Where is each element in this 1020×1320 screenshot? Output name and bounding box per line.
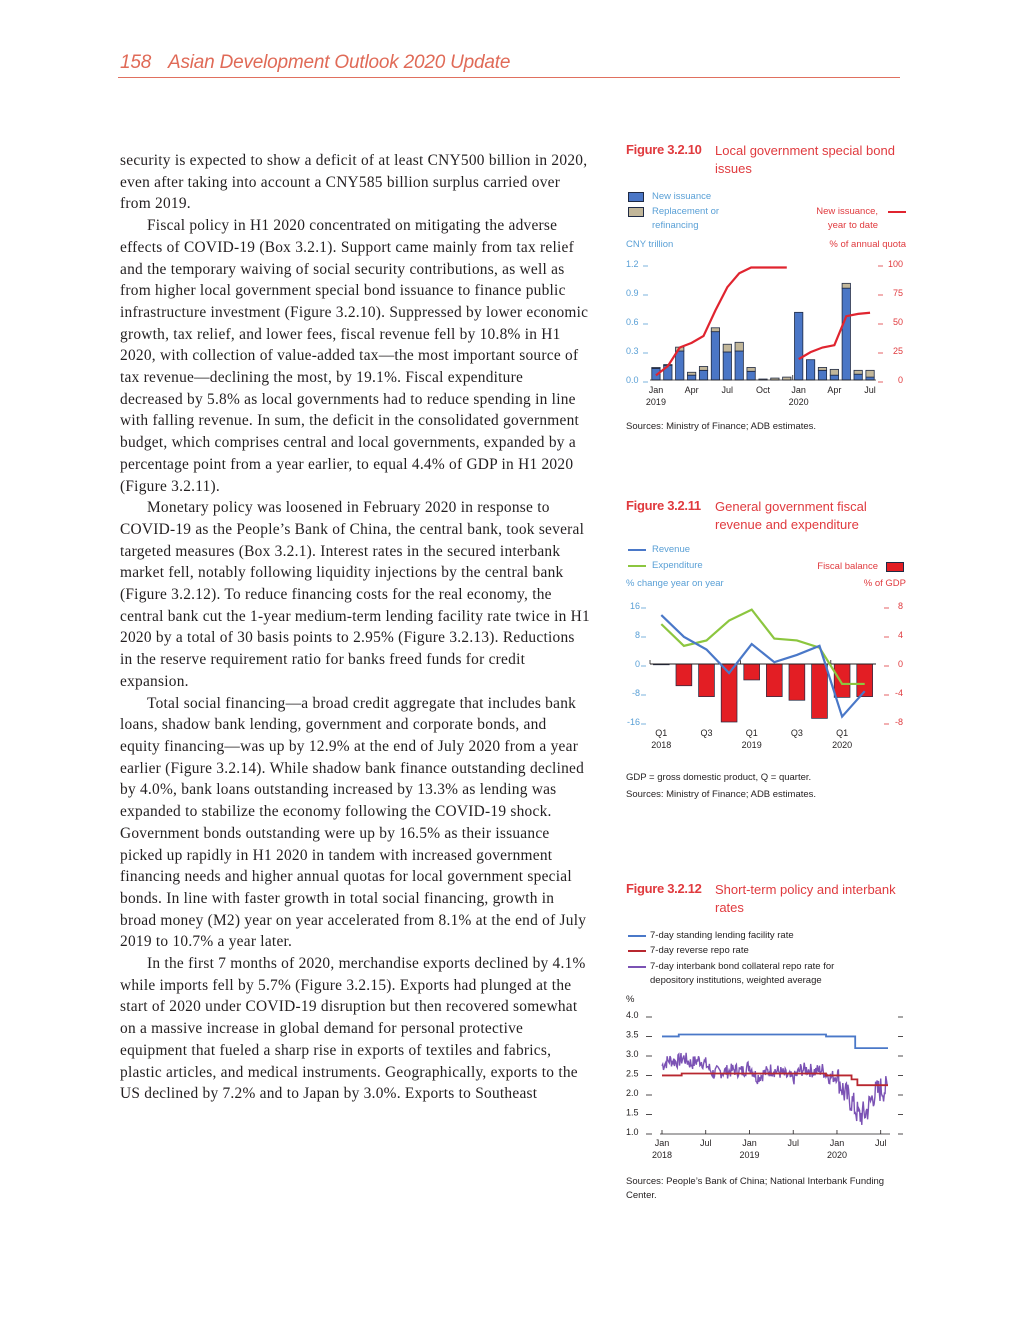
y-tick-label: 4.0: [626, 1010, 639, 1020]
y-axis-unit: %: [626, 994, 635, 1005]
legend-swatch: [628, 966, 646, 968]
figure-source: Sources: Ministry of Finance; ADB estimates.: [626, 421, 817, 432]
figure-source: Sources: People’s Bank of China; National Interbank Funding Center.: [626, 1176, 885, 1201]
bar-fiscal-balance: [766, 664, 782, 697]
legend-swatch: [628, 565, 646, 567]
bar-new-issuance: [830, 375, 838, 380]
bar-new-issuance: [747, 371, 755, 380]
x-tick-label: Q1: [836, 728, 849, 738]
chart-3-2-11: [626, 594, 906, 764]
x-tick-label: Jul: [874, 1138, 887, 1148]
bar-replacement: [830, 369, 838, 375]
bar-replacement: [687, 372, 695, 375]
y-tick-label-right: 50: [892, 317, 903, 327]
bar-replacement: [723, 344, 731, 352]
y-tick-label-left: 16: [629, 601, 640, 611]
x-tick-label: Apr: [827, 385, 842, 395]
y-tick-label-left: 0.9: [626, 288, 639, 298]
line-standing-lending-facility-rate: [662, 1035, 888, 1049]
bar-fiscal-balance: [699, 664, 715, 697]
publication-title: Asian Development Outlook 2020 Update: [168, 52, 511, 73]
x-tick-label: Apr: [684, 385, 699, 395]
figure-3-2-12: Figure 3.2.12 Short-term policy and interbank rates 7-day standing lending facility rate 7-day reverse repo rate 7-day interbank bond collateral repo rate for depository institutions, weighted average % 1.0 1.5 2.0 2.5 3.0 3.5 4.0 Jan 2018 Jul Jan 2019 Jul Jan 2020 Jul Sources: People’s Bank of China; National Interbank Funding Center.: [626, 881, 906, 1211]
y-tick-label-left: -8: [631, 688, 640, 698]
x-tick-label: Oct: [755, 385, 771, 395]
legend-swatch: [886, 562, 904, 572]
bar-replacement: [699, 366, 707, 370]
legend-swatch: [628, 207, 644, 217]
figure-caption: Short-term policy and interbank rates: [715, 882, 896, 915]
x-tick-year: 2018: [651, 1150, 673, 1160]
x-tick-year: 2020: [788, 397, 809, 407]
bar-new-issuance: [806, 360, 814, 380]
right-axis-unit: % of GDP: [863, 578, 906, 589]
paragraph: In the first 7 months of 2020, merchandise exports declined by 4.1% while imports fell by 5.7% (Figure 3.2.15). Exports had plunged at the start of 2020 under COVID-19 disruption but then recovered somewhat on a massive increase in global demand for personal protective equipment that fueled a sharp rise in exports of textiles and fabrics, plastic articles, and medical instruments. Geographically, exports to the US declined by 7.2% and to Japan by 3.0%. Exports to Southeast: [120, 955, 586, 1103]
y-tick-label-right: 0: [897, 659, 903, 669]
page-number: 158: [120, 52, 152, 73]
left-axis-unit: CNY trillion: [626, 239, 674, 250]
figure-caption: General government fiscal revenue and expenditure: [715, 499, 867, 532]
bar-replacement: [866, 370, 874, 377]
x-tick-label: Jul: [721, 385, 734, 395]
bar-replacement: [854, 370, 862, 374]
legend-swatch: [628, 549, 646, 551]
bar-replacement: [818, 367, 826, 370]
line-interbank-repo-rate: [662, 1053, 887, 1125]
x-tick-label: Jan: [742, 1138, 757, 1148]
x-tick-year: 2018: [651, 740, 672, 750]
x-tick-label: Jan: [648, 385, 664, 395]
y-tick-label-left: 0: [634, 659, 640, 669]
y-tick-label: 3.5: [626, 1029, 639, 1040]
x-tick-label: Q1: [745, 728, 758, 738]
bar-new-issuance: [676, 351, 684, 380]
bar-new-issuance: [699, 370, 707, 380]
y-tick-label-right: 100: [887, 259, 903, 269]
bar-replacement: [652, 367, 660, 368]
chart-3-2-10: [626, 252, 906, 412]
figure-number: Figure 3.2.12: [626, 881, 702, 896]
bar-new-issuance: [735, 351, 743, 380]
paragraph: Total social financing—a broad credit aggregate that includes bank loans, shadow bank lending, government and corporate bonds, and equity financing—was up by 12.9% at the end of July 2020 from a year earlier (Figure 3.2.14). While shadow bank finance outstanding declined by 4.0%, bank loans outstanding increased by 13.3% as lending was expanded to stabilize the economy following the COVID-19 shock. Government bonds outstanding were up by 16.5% as their issuance picked up rapidly in H1 2020 in tandem with increased government financing needs and higher annual quotas for local government special bonds. In line with faster growth in total social financing, growth in broad money (M2) year on year accelerated from 8.1% at the end of July 2019 to 10.7% a year later.: [120, 694, 587, 951]
x-tick-label: Jul: [699, 1138, 712, 1148]
figure-number: Figure 3.2.10: [626, 142, 702, 157]
legend-swatch: [628, 192, 644, 202]
left-axis-unit: % change year on year: [626, 578, 724, 589]
y-tick-label-right: -8: [894, 717, 903, 727]
x-tick-year: 2020: [826, 1150, 847, 1160]
y-tick-label-left: 8: [634, 630, 640, 640]
x-tick-label: Jan: [829, 1138, 845, 1148]
bar-new-issuance: [687, 375, 695, 380]
y-tick-label-right: 25: [892, 346, 903, 356]
x-tick-label: Q3: [700, 728, 713, 738]
bar-replacement: [747, 367, 755, 371]
bar-new-issuance: [711, 332, 719, 380]
y-tick-label-left: 0.0: [626, 375, 639, 385]
x-tick-year: 2019: [741, 740, 762, 750]
bar-fiscal-balance: [834, 664, 850, 697]
figure-source: Sources: Ministry of Finance; ADB estimates.: [626, 789, 817, 800]
figure-title: [626, 498, 906, 538]
y-tick-label-left: -16: [626, 717, 640, 727]
line-new-issuance-ytd: [799, 313, 870, 359]
x-tick-year: 2019: [739, 1150, 760, 1160]
figure-number: Figure 3.2.11: [626, 498, 701, 513]
bar-replacement: [783, 377, 791, 380]
paragraph: Monetary policy was loosened in February 2020 in response to COVID-19 as the People’s Bank of China, the central bank, took several targeted measures (Box 3.2.1). Interest rates in the secured interbank market fell, notably following liquidity injections by the central bank (Figure 3.2.12). To reduce financing costs for the real economy, the central bank cut the 1-year medium-term lending facility rate twice in H1 2020 by a total of 30 basis points to 2.95% (Figure 3.2.13). Reductions in the reserve requirement ratio for banks freed funds for credit expansion.: [120, 499, 590, 690]
bar-replacement: [842, 283, 850, 288]
y-tick-label-left: 1.2: [626, 259, 639, 269]
bar-new-issuance: [866, 377, 874, 380]
right-axis-unit: % of annual quota: [829, 239, 906, 250]
legend-swatch: [888, 211, 906, 213]
figure-title: [626, 881, 906, 921]
figure-3-2-11: Figure 3.2.11 General government fiscal revenue and expenditure Revenue Expenditure Fiscal balance % change year on year % of GDP 16 8 0 -8 -16 8 4 0 -4 -8 Q1 2018 Q3 Q1 2019 Q3 Q1 2020 GDP = gross domestic product, Q = quarter. Sources: Ministry of Finance; ADB estimates.: [626, 498, 906, 800]
y-tick-label-right: 0: [897, 375, 903, 385]
bar-new-issuance: [818, 370, 826, 380]
x-tick-label: Jan: [654, 1138, 670, 1148]
x-tick-label: Q1: [655, 728, 668, 738]
bar-new-issuance: [854, 374, 862, 380]
legend-swatch: [628, 950, 646, 952]
y-tick-label-left: 0.3: [626, 346, 639, 356]
bar-new-issuance: [795, 312, 803, 380]
bar-replacement: [711, 328, 719, 332]
figure-caption: Local government special bond issues: [715, 143, 895, 176]
x-tick-label: Jan: [791, 385, 806, 395]
bar-new-issuance: [723, 352, 731, 380]
legend-swatch: [628, 935, 646, 937]
x-tick-year: 2019: [645, 397, 666, 407]
figure-title: [626, 142, 906, 182]
body-text: [120, 150, 590, 1105]
x-tick-label: Jul: [787, 1138, 799, 1148]
bar-new-issuance: [842, 288, 850, 380]
chart-3-2-12: [626, 1007, 906, 1182]
bar-fiscal-balance: [789, 664, 805, 700]
y-tick-label-right: -4: [894, 688, 903, 698]
y-tick-label: 1.0: [626, 1127, 639, 1137]
x-tick-label: Jul: [864, 385, 876, 395]
bar-replacement: [735, 342, 743, 351]
y-tick-label-right: 8: [897, 601, 903, 611]
x-tick-year: 2020: [832, 740, 853, 750]
y-tick-label-left: 0.6: [626, 317, 639, 327]
y-tick-label-right: 4: [897, 630, 903, 640]
running-header: [118, 52, 900, 78]
y-tick-label: 2.0: [626, 1088, 639, 1098]
figure-3-2-10: Figure 3.2.10 Local government special bond issues New issuance Replacement or refinancing New issuance, year to date CNY trillion % of annual quota 0.0 0.3 0.6 0.9 1.2 0 25 50 75 100 Jan 2019 Apr Jul Oct Jan 2020 Apr Jul Sources: Ministry of Finance; ADB estimates.: [626, 142, 906, 432]
paragraph: security is expected to show a deficit of at least CNY500 billion in 2020, even after taking into account a CNY585 billion surplus carried over from 2019.: [120, 152, 588, 213]
bar-fiscal-balance: [676, 664, 692, 686]
y-tick-label: 2.5: [626, 1068, 639, 1079]
bar-fiscal-balance: [812, 664, 828, 718]
y-tick-label: 3.0: [626, 1049, 639, 1059]
figure-note: GDP = gross domestic product, Q = quarter.: [626, 772, 812, 783]
x-tick-label: Q3: [790, 728, 803, 738]
y-tick-label: 1.5: [626, 1107, 639, 1118]
y-tick-label-right: 75: [892, 288, 903, 298]
bar-fiscal-balance: [744, 664, 760, 680]
paragraph: Fiscal policy in H1 2020 concentrated on mitigating the adverse effects of COVID-19 (Box 3.2.1). Support came mainly from tax relief and the temporary waiving of social security contributions, as well as from higher local government special bond issuance to finance public infrastructure investment (Figure 3.2.10). Suppressed by lower economic growth, tax relief, and lower fees, fiscal revenue fell by 10.8% in H1 2020, with collection of value-added tax—the most important source of tax revenue—declining the most, by 19.1%. Fiscal expenditure decreased by 5.8% as local governments had to reduce spending in line with falling revenue. In sum, the deficit in the consolidated government budget, which comprises central and local governments, expanded by a percentage point from a year earlier, to equal 4.4% of GDP in H1 2020 (Figure 3.2.11).: [120, 217, 589, 495]
